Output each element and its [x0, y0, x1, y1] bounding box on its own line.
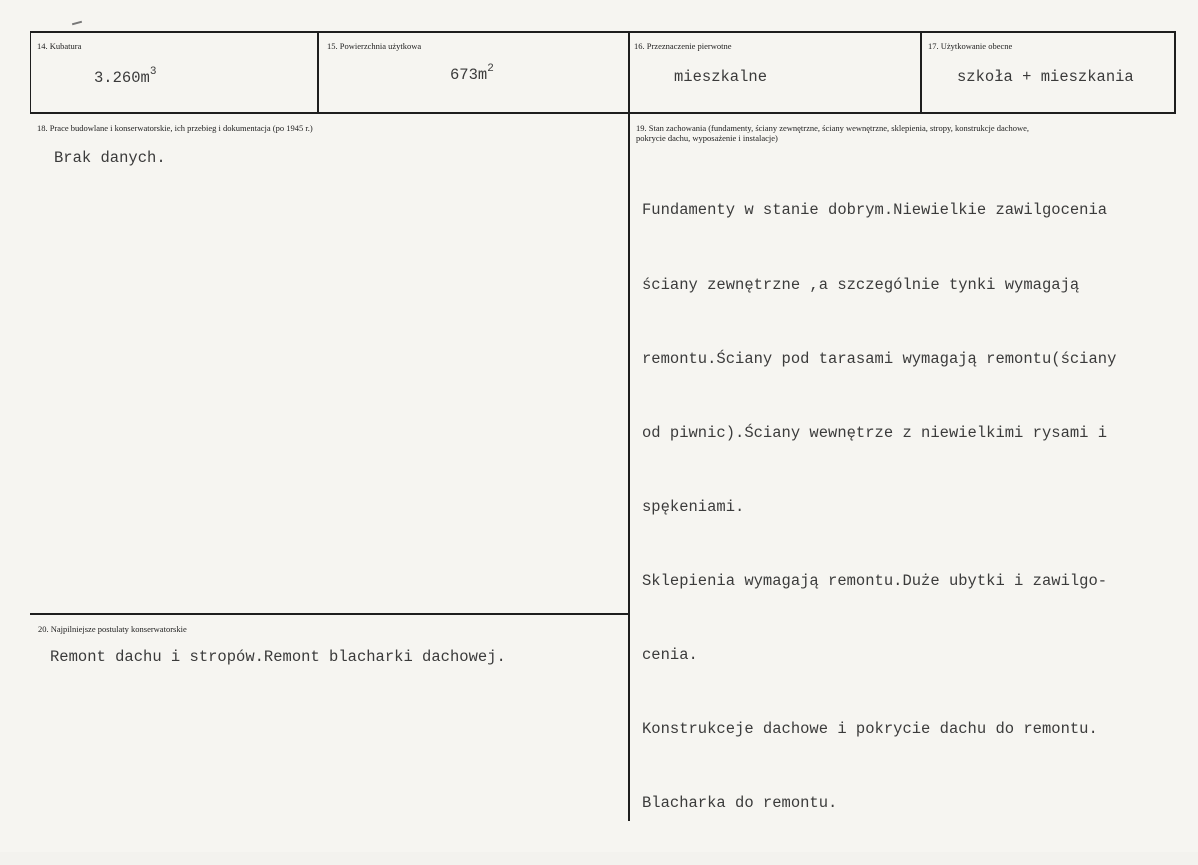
field-18-label: 18. Prace budowlane i konserwatorskie, ich przebieg i dokumentacja (po 1945 r.)	[37, 123, 313, 133]
field-19-line: cenia.	[642, 646, 698, 665]
field-15-label: 15. Powierzchnia użytkowa	[327, 41, 422, 51]
field-14-number: 3.260m	[94, 69, 150, 88]
field-17-label: 17. Użytkowanie obecne	[928, 41, 1013, 51]
divider-16-17	[920, 31, 922, 114]
field-14-label: 14. Kubatura	[37, 41, 82, 51]
field-19-line: ściany zewnętrzne ,a szczególnie tynki wymagają	[642, 275, 1080, 294]
divider-14-15	[317, 31, 319, 114]
field-17-value: szkoła + mieszkania	[957, 68, 1134, 86]
section20-top-rule	[30, 613, 630, 615]
field-20-label: 20. Najpilniejsze postulaty konserwatorskie	[38, 624, 187, 634]
right-border	[1174, 31, 1176, 114]
field-14-value	[94, 68, 156, 87]
field-19-line: Konstrukceje dachowe i pokrycie dachu do remontu.	[642, 720, 1098, 739]
field-19-label-line1: 19. Stan zachowania (fundamenty, ściany zewnętrzne, ściany wewnętrzne, sklepienia, stropy, konstrukcje dachowe,	[636, 123, 1030, 133]
field-15-unit-exponent: 2	[487, 63, 494, 75]
field-19-text	[642, 149, 1116, 865]
field-19-line: od piwnic).Ściany wewnętrze z niewielkimi rysami i	[642, 423, 1108, 442]
field-19-line: Fundamenty w stanie dobrym.Niewielkie zawilgocenia	[642, 201, 1108, 220]
field-18-value: Brak danych.	[54, 149, 166, 167]
field-19-line: remontu.Ściany pod tarasami wymagają remontu(ściany	[642, 349, 1117, 368]
field-15-value	[450, 65, 494, 84]
field-16-value: mieszkalne	[674, 68, 768, 86]
field-19-line: Blacharka do remontu.	[642, 794, 838, 813]
field-16-label: 16. Przeznaczenie pierwotne	[634, 41, 732, 51]
field-19-label-line2: pokrycie dachu, wyposażenie i instalacje)	[636, 133, 778, 143]
field-19-line: Sklepienia wymagają remontu.Duże ubytki i zawilgo-	[642, 571, 1108, 590]
divider-15-16	[628, 31, 630, 821]
top-rule	[30, 31, 1175, 33]
field-19-line: spękeniami.	[642, 497, 745, 516]
pen-mark	[72, 21, 82, 26]
field-15-number: 673m	[450, 66, 488, 85]
field-14-unit-exponent: 3	[149, 66, 157, 78]
row1-bottom-rule	[30, 112, 1175, 114]
left-border	[30, 31, 31, 114]
field-20-value: Remont dachu i stropów.Remont blacharki dachowej.	[50, 648, 506, 666]
